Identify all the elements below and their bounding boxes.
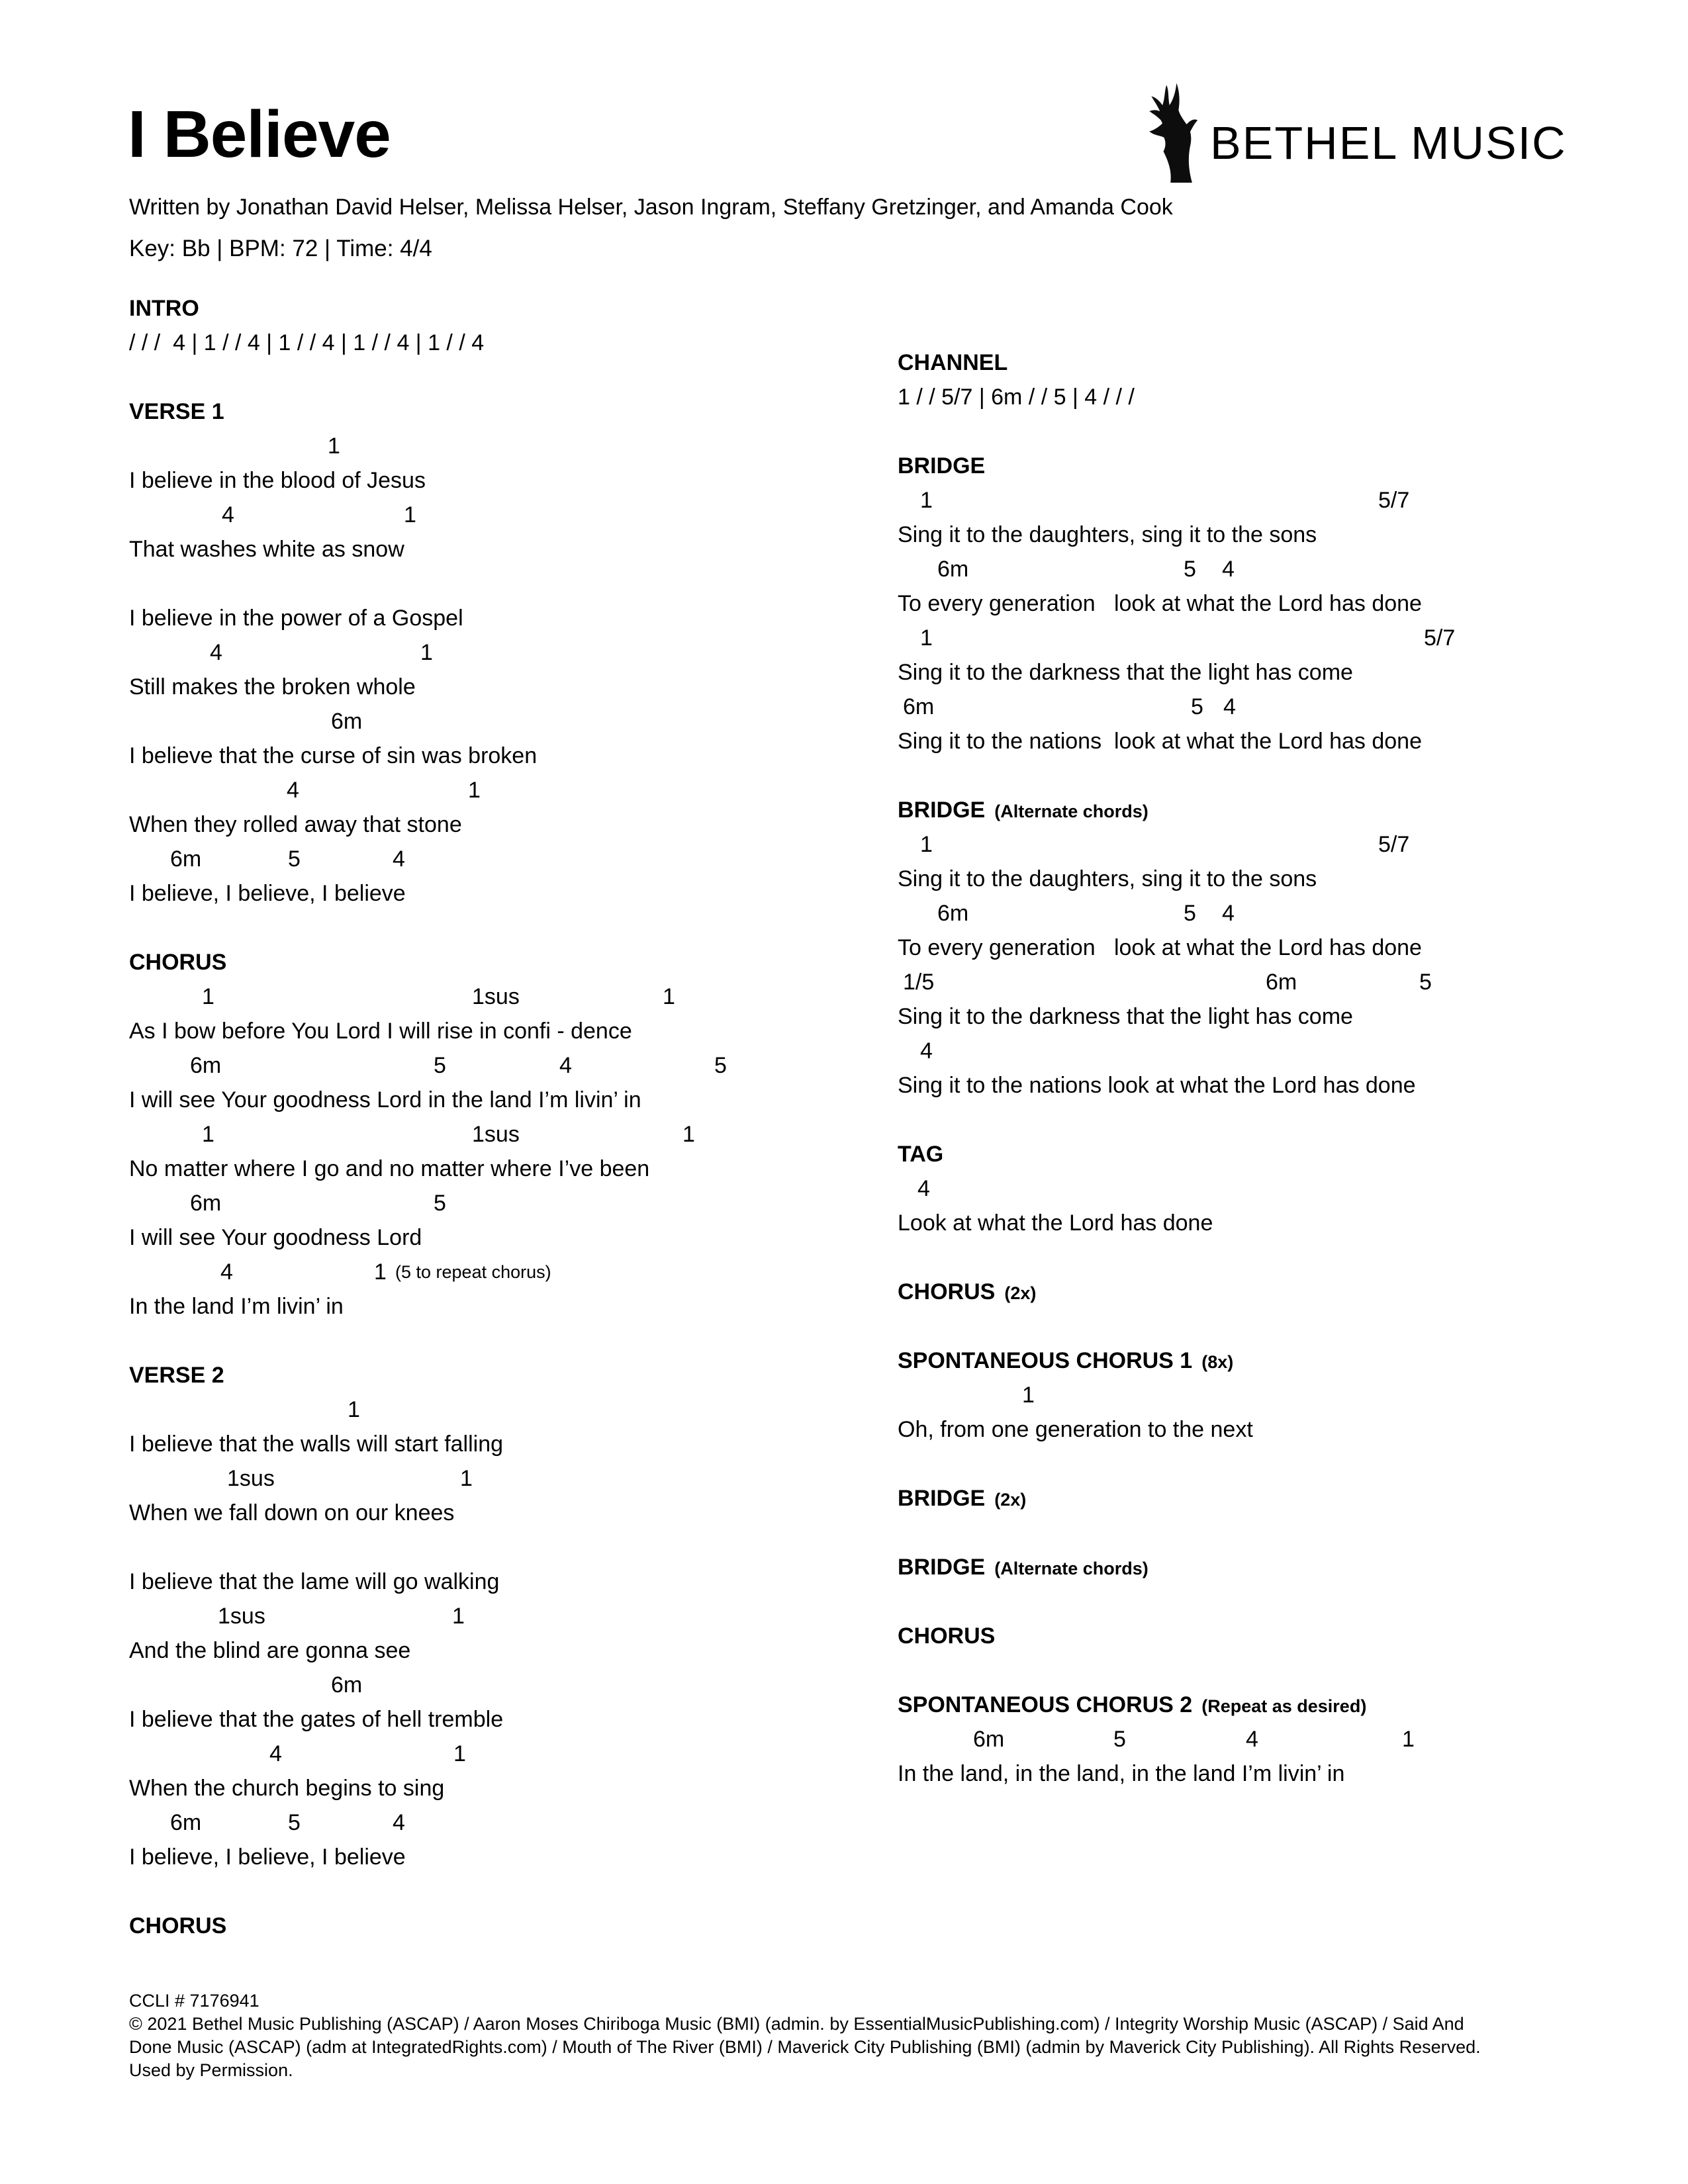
lyric-line: I believe that the lame will go walking <box>129 1569 500 1594</box>
section-heading <box>129 1358 917 1392</box>
lyric-line: Oh, from one generation to the next <box>898 1417 1253 1442</box>
chord: 4 <box>917 1176 930 1201</box>
section-heading-suffix: (Repeat as desired) <box>1201 1696 1367 1716</box>
chord-line <box>129 842 917 876</box>
lyric-line: I believe that the walls will start falling <box>129 1432 504 1457</box>
chord-line <box>898 1171 1685 1206</box>
chord-line <box>898 1378 1685 1412</box>
section-heading-label: VERSE 1 <box>129 399 224 424</box>
lyric-line: Sing it to the daughters, sing it to the sons <box>898 866 1317 891</box>
chord: 6m <box>937 557 969 582</box>
lyric-line: When we fall down on our knees <box>129 1500 455 1525</box>
lyric-line: I believe, I believe, I believe <box>129 1844 406 1870</box>
section-heading <box>129 1909 917 1943</box>
chord-line <box>129 1461 917 1496</box>
page-title: I Believe <box>128 97 391 171</box>
lyric-line: I believe in the blood of Jesus <box>129 468 426 493</box>
chord: 5 <box>288 846 301 872</box>
lyric-line: To every generation look at what the Lord has done <box>898 935 1422 960</box>
section-heading-suffix: (2x) <box>1004 1283 1037 1303</box>
chord: 1 <box>460 1466 473 1491</box>
chord: 1 <box>920 488 933 513</box>
lyric-line: When the church begins to sing <box>129 1776 445 1801</box>
chord: 1 <box>1402 1727 1415 1752</box>
section-heading-label: BRIDGE <box>898 1555 986 1580</box>
chord-line <box>898 1034 1685 1068</box>
lyric-line: Sing it to the daughters, sing it to the sons <box>898 522 1317 547</box>
section-heading-suffix: (Alternate chords) <box>994 801 1149 821</box>
chord-line <box>129 1392 917 1427</box>
lyric-line: Sing it to the nations look at what the Lord has done <box>898 729 1422 754</box>
chord-line <box>129 1255 917 1289</box>
section-heading-suffix: (2x) <box>994 1490 1027 1510</box>
section-heading <box>898 449 1685 483</box>
lyric-line: And the blind are gonna see <box>129 1638 411 1663</box>
deer-icon <box>1147 82 1199 183</box>
chord: 6m <box>1266 970 1297 995</box>
chord-line <box>898 1722 1685 1756</box>
lyric-line: That washes white as snow <box>129 537 404 562</box>
chord: 1 <box>1022 1383 1035 1408</box>
blank-line <box>129 567 917 601</box>
chord: 1 <box>420 640 433 665</box>
section-heading-label: BRIDGE <box>898 453 986 478</box>
section-bridge <box>898 449 1685 758</box>
chord: 4 <box>210 640 222 665</box>
chord-line <box>129 1737 917 1771</box>
chord: 4 <box>920 1038 933 1064</box>
section-heading-label: INTRO <box>129 296 199 321</box>
section-bridge-alt-2 <box>898 1550 1685 1584</box>
lyric-line: In the land, in the land, in the land I’m livin’ in <box>898 1761 1345 1786</box>
section-heading-label: SPONTANEOUS CHORUS 2 <box>898 1692 1193 1717</box>
section-heading-label: BRIDGE <box>898 797 986 823</box>
section-heading-label: SPONTANEOUS CHORUS 1 <box>898 1348 1193 1373</box>
section-heading-label: VERSE 2 <box>129 1363 224 1388</box>
chord: 4 <box>393 1810 405 1835</box>
chord: 4 <box>393 846 405 872</box>
section-chorus-2x <box>898 1275 1685 1309</box>
section-heading-label: CHORUS <box>129 1913 227 1938</box>
chord-line <box>129 1048 917 1083</box>
chord: 1 <box>920 625 933 651</box>
chord: 5 <box>1191 694 1203 719</box>
section-chorus <box>129 945 917 1324</box>
chord-note: (5 to repeat chorus) <box>395 1262 551 1282</box>
chord: 1 <box>328 433 340 459</box>
chord: 6m <box>937 901 969 926</box>
chord: 1sus <box>218 1604 265 1629</box>
section-heading-label: CHORUS <box>898 1623 996 1649</box>
chord-line <box>129 1117 917 1152</box>
lyric-line: No matter where I go and no matter where I’ve been <box>129 1156 650 1181</box>
chord: 5/7 <box>1378 832 1410 857</box>
chord: 4 <box>1223 694 1236 719</box>
section-spontaneous-chorus-1 <box>898 1343 1685 1447</box>
chord: 4 <box>1222 557 1235 582</box>
chord-line <box>898 690 1685 724</box>
chord: 1 <box>202 984 214 1009</box>
lyric-line: I will see Your goodness Lord in the land I’m livin’ in <box>129 1087 641 1113</box>
lyric-line: Still makes the broken whole <box>129 674 416 700</box>
key-bpm-time: Key: Bb | BPM: 72 | Time: 4/4 <box>129 236 432 261</box>
section-heading-label: CHANNEL <box>898 350 1008 375</box>
chord: 4 <box>220 1259 233 1285</box>
chord: 5 <box>1184 901 1196 926</box>
section-heading <box>898 1550 1685 1584</box>
lyric-line: Look at what the Lord has done <box>898 1210 1213 1236</box>
lyric-line: Sing it to the darkness that the light has come <box>898 1004 1353 1029</box>
chord-line <box>129 1805 917 1840</box>
copyright-line: Used by Permission. <box>129 2060 293 2080</box>
chord-pattern-line: / / / 4 | 1 / / 4 | 1 / / 4 | 1 / / 4 | 1 / / 4 <box>129 330 485 355</box>
chord-line <box>898 621 1685 655</box>
section-heading-suffix: (8x) <box>1201 1352 1234 1372</box>
section-heading-label: BRIDGE <box>898 1486 986 1511</box>
section-verse-1 <box>129 394 917 911</box>
chord: 1 <box>404 502 416 527</box>
chord-line <box>129 498 917 532</box>
section-heading <box>129 945 917 979</box>
section-heading <box>129 291 917 326</box>
chord-line <box>129 1599 917 1633</box>
chord-line <box>898 483 1685 518</box>
chord: 1 <box>468 778 481 803</box>
chord: 5/7 <box>1378 488 1410 513</box>
chord: 1sus <box>227 1466 275 1491</box>
chord-line <box>129 773 917 807</box>
chord-line <box>129 1668 917 1702</box>
section-tag <box>898 1137 1685 1240</box>
chord: 6m <box>170 846 202 872</box>
ccli-number: CCLI # 7176941 <box>129 1991 259 2011</box>
section-heading <box>898 1137 1685 1171</box>
section-heading-label: CHORUS <box>129 950 227 975</box>
chord: 1 <box>348 1397 360 1422</box>
chord: 4 <box>222 502 234 527</box>
chord: 1sus <box>472 984 520 1009</box>
section-heading <box>898 1688 1685 1722</box>
chord: 1 <box>452 1604 465 1629</box>
chord: 6m <box>190 1053 222 1078</box>
chord: 5 <box>714 1053 727 1078</box>
chord: 6m <box>331 709 363 734</box>
section-heading <box>898 793 1685 827</box>
chord: 6m <box>190 1191 222 1216</box>
chord: 4 <box>559 1053 572 1078</box>
left-column <box>129 291 917 1978</box>
section-heading <box>898 1481 1685 1516</box>
chord: 1 <box>663 984 675 1009</box>
section-chorus-repeat <box>129 1909 917 1943</box>
chord-line <box>129 429 917 463</box>
right-column <box>898 345 1685 1825</box>
lyric-line: I believe that the gates of hell tremble <box>129 1707 504 1732</box>
section-heading-label: CHORUS <box>898 1279 996 1304</box>
chord-line <box>129 1186 917 1220</box>
chord-line <box>129 979 917 1014</box>
section-chorus-3 <box>898 1619 1685 1653</box>
chord: 4 <box>287 778 299 803</box>
chord: 1 <box>202 1122 214 1147</box>
section-spontaneous-chorus-2 <box>898 1688 1685 1791</box>
section-bridge-2x <box>898 1481 1685 1516</box>
section-channel <box>898 345 1685 414</box>
lyric-line: In the land I’m livin’ in <box>129 1294 344 1319</box>
chord: 5/7 <box>1424 625 1456 651</box>
chord: 4 <box>1246 1727 1258 1752</box>
section-heading <box>129 394 917 429</box>
lyric-line: Sing it to the nations look at what the Lord has done <box>898 1073 1416 1098</box>
chord: 1/5 <box>903 970 935 995</box>
lyric-line: To every generation look at what the Lord has done <box>898 591 1422 616</box>
chord: 1 <box>682 1122 695 1147</box>
section-heading-label: TAG <box>898 1142 944 1167</box>
lyric-line: Sing it to the darkness that the light has come <box>898 660 1353 685</box>
copyright-line: © 2021 Bethel Music Publishing (ASCAP) / Aaron Moses Chiriboga Music (BMI) (admin. by EssentialMusicPublishing.com) / Integrity Worship Music (ASCAP) / Said And <box>129 2014 1464 2034</box>
chord-pattern-line: 1 / / 5/7 | 6m / / 5 | 4 / / / <box>898 385 1135 410</box>
lyric-line: I believe in the power of a Gospel <box>129 606 463 631</box>
section-heading-suffix: (Alternate chords) <box>994 1559 1149 1578</box>
chord-line <box>898 896 1685 931</box>
section-intro <box>129 291 917 360</box>
chord: 5 <box>288 1810 301 1835</box>
lyric-line: When they rolled away that stone <box>129 812 462 837</box>
chord: 5 <box>1419 970 1432 995</box>
section-verse-2 <box>129 1358 917 1874</box>
chord-line <box>129 704 917 739</box>
chord: 1sus <box>472 1122 520 1147</box>
chord: 1 <box>374 1259 387 1285</box>
chord: 4 <box>269 1741 282 1766</box>
section-heading <box>898 1619 1685 1653</box>
chord: 4 <box>1222 901 1235 926</box>
chord-line <box>129 635 917 670</box>
section-bridge-alt <box>898 793 1685 1103</box>
blank-line <box>129 1530 917 1565</box>
written-by: Written by Jonathan David Helser, Melissa Helser, Jason Ingram, Steffany Gretzinger, and Amanda Cook <box>129 195 1173 220</box>
bethel-music-logo <box>1147 82 1567 183</box>
lyric-line: As I bow before You Lord I will rise in confi - dence <box>129 1019 632 1044</box>
chord: 5 <box>434 1053 446 1078</box>
footer <box>129 1989 1612 2082</box>
chord: 1 <box>920 832 933 857</box>
chord: 5 <box>1113 1727 1126 1752</box>
lyric-line: I will see Your goodness Lord <box>129 1225 422 1250</box>
chord: 6m <box>331 1672 363 1698</box>
section-heading <box>898 345 1685 380</box>
chord: 6m <box>973 1727 1005 1752</box>
chord-line <box>898 827 1685 862</box>
copyright-line: Done Music (ASCAP) (adm at IntegratedRights.com) / Mouth of The River (BMI) / Maverick City Publishing (BMI) (admin by Maverick City Publishing). All Rights Reserved. <box>129 2037 1481 2057</box>
chord: 6m <box>170 1810 202 1835</box>
logo-text: BETHEL MUSIC <box>1210 117 1567 169</box>
section-heading <box>898 1343 1685 1378</box>
section-heading <box>898 1275 1685 1309</box>
chord: 5 <box>1184 557 1196 582</box>
chord: 5 <box>434 1191 446 1216</box>
chord-line <box>898 965 1685 999</box>
chord-line <box>898 552 1685 586</box>
lyric-line: I believe, I believe, I believe <box>129 881 406 906</box>
chord: 1 <box>453 1741 466 1766</box>
chord: 6m <box>903 694 935 719</box>
lyric-line: I believe that the curse of sin was broken <box>129 743 538 768</box>
